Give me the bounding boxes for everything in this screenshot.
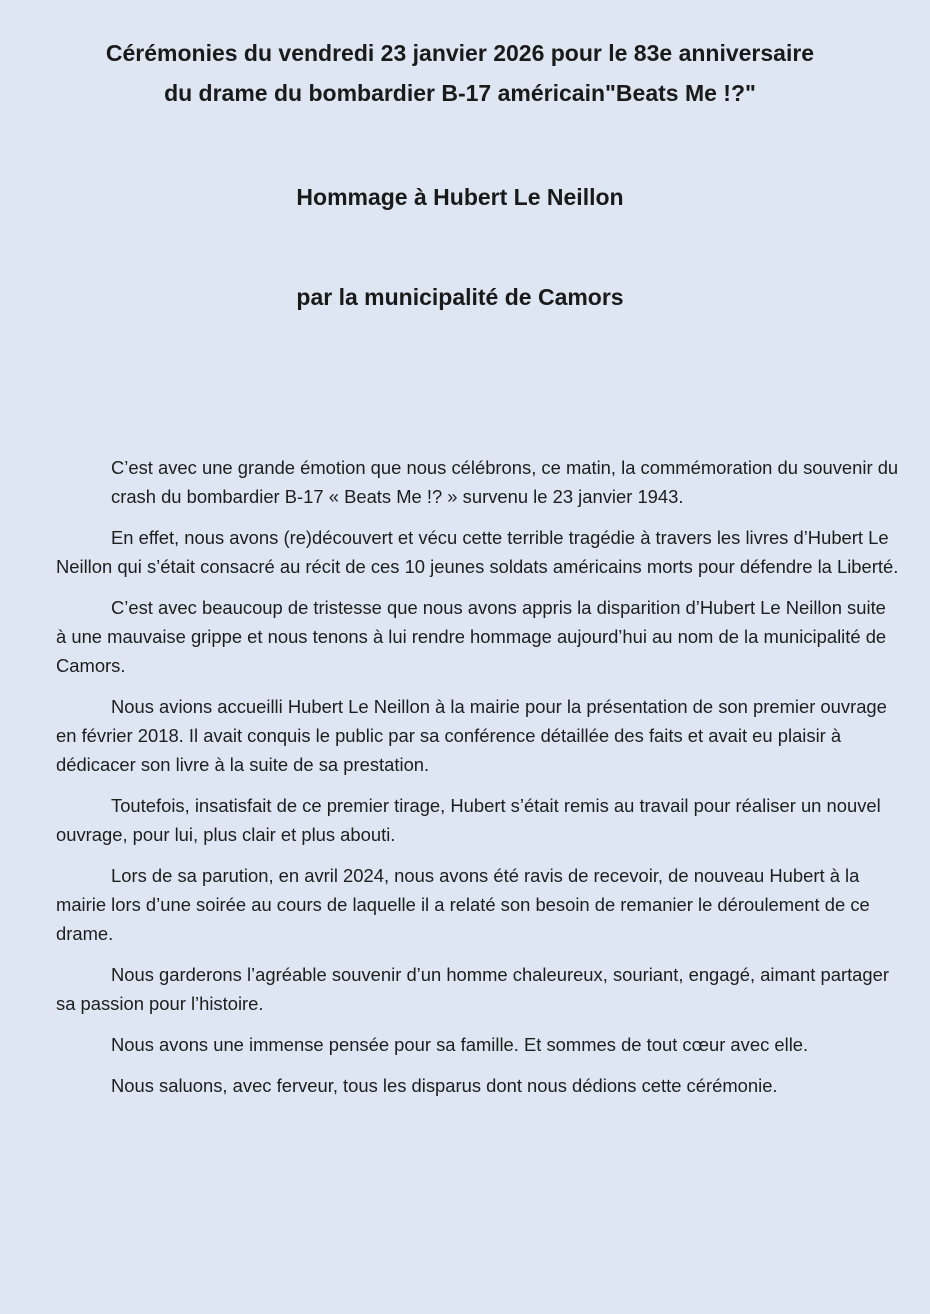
paragraph-5: Toutefois, insatisfait de ce premier tirage, Hubert s’était remis au travail pour réaliser un nouvel ouvrage, pour lui, plus clair et plus abouti. bbox=[56, 795, 881, 845]
paragraph-3: C’est avec beaucoup de tristesse que nous avons appris la disparition d’Hubert Le Neillon suite à une mauvaise grippe et nous tenons à lui rendre hommage aujourd’hui au nom de la municipalité de Camors. bbox=[56, 597, 887, 676]
document-title bbox=[30, 33, 890, 113]
paragraph-4: Nous avions accueilli Hubert Le Neillon à la mairie pour la présentation de son premier ouvrage en février 2018. Il avait conquis le public par sa conférence détaillée des faits et avait eu plaisir à dédicacer son livre à la suite de sa prestation. bbox=[56, 696, 887, 775]
title-line-1: Cérémonies du vendredi 23 janvier 2026 pour le 83e anniversaire bbox=[105, 40, 815, 66]
subtitle-hommage: Hommage à Hubert Le Neillon bbox=[296, 184, 624, 210]
paragraph-7: Nous garderons l’agréable souvenir d’un homme chaleureux, souriant, engagé, aimant partager sa passion pour l’histoire. bbox=[56, 964, 889, 1014]
subtitle-municipalite: par la municipalité de Camors bbox=[296, 284, 624, 310]
paragraph-2: En effet, nous avons (re)découvert et vécu cette terrible tragédie à travers les livres d’Hubert Le Neillon qui s’était consacré au récit de ces 10 jeunes soldats américains morts pour défendre la Liberté. bbox=[56, 527, 899, 577]
document-body bbox=[56, 453, 901, 1112]
paragraph-1: C’est avec une grande émotion que nous célébrons, ce matin, la commémoration du souvenir du crash du bombardier B-17 « Beats Me !? » survenu le 23 janvier 1943. bbox=[111, 457, 899, 507]
paragraph-8: Nous avons une immense pensée pour sa famille. Et sommes de tout cœur avec elle. bbox=[111, 1034, 809, 1055]
title-line-2: du drame du bombardier B-17 américain"Beats Me !?" bbox=[164, 80, 756, 106]
paragraph-9: Nous saluons, avec ferveur, tous les disparus dont nous dédions cette cérémonie. bbox=[111, 1075, 778, 1096]
paragraph-6: Lors de sa parution, en avril 2024, nous avons été ravis de recevoir, de nouveau Hubert à la mairie lors d’une soirée au cours de laquelle il a relaté son besoin de remanier le déroulement de ce drame. bbox=[56, 865, 870, 944]
